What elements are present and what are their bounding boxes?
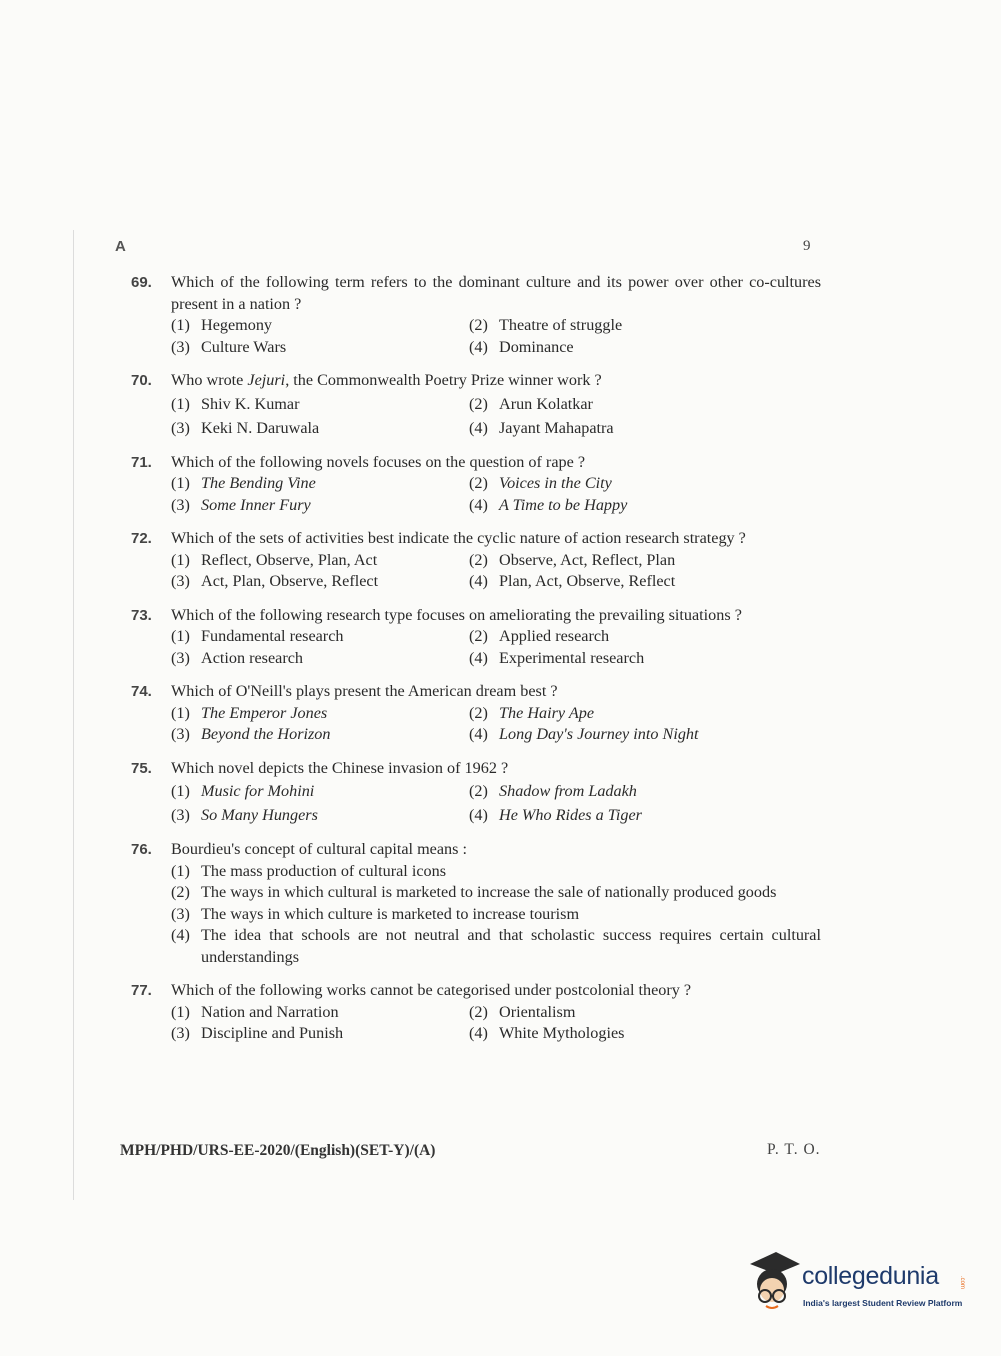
option-text: Long Day's Journey into Night [499, 725, 699, 743]
option-number: (4) [469, 806, 488, 824]
option-text: The Bending Vine [201, 474, 316, 492]
question-number: 70. [131, 372, 152, 389]
brand-dotcom: .com [959, 1276, 965, 1290]
option-number: (2) [469, 782, 488, 800]
option-2 [469, 392, 821, 416]
option-text: Culture Wars [201, 337, 287, 356]
option-number: (1) [171, 782, 190, 800]
option-text: Action research [201, 648, 304, 667]
option-text: Hegemony [201, 316, 273, 334]
question-73 [131, 605, 821, 670]
option-1 [171, 315, 469, 337]
pto-label: P. T. O. [767, 1141, 821, 1158]
option-text: Voices in the City [499, 474, 612, 492]
option-number: (2) [469, 474, 488, 492]
option-1 [171, 550, 469, 572]
option-3 [171, 571, 469, 593]
option-text: Dominance [499, 337, 574, 356]
question-text: Which of the following works cannot be categorised under postcolonial theory ? [171, 981, 692, 999]
page-margin-rule [73, 230, 74, 1200]
option-text: Plan, Act, Observe, Reflect [499, 572, 676, 590]
question-text: Which of the sets of activities best indicate the cyclic nature of action research strategy ? [171, 529, 746, 547]
option-1 [171, 861, 821, 883]
option-2 [469, 315, 821, 337]
option-1 [171, 473, 469, 495]
option-4 [171, 925, 821, 968]
question-74 [131, 681, 821, 746]
option-text: Shadow from Ladakh [499, 782, 637, 800]
option-number: (2) [469, 627, 488, 645]
option-text: Fundamental research [201, 627, 344, 645]
option-3 [171, 495, 469, 517]
option-number: (2) [469, 316, 488, 334]
option-number: (3) [171, 495, 190, 514]
option-number: (4) [469, 337, 488, 356]
option-number: (3) [171, 725, 190, 743]
option-2 [469, 1002, 821, 1024]
option-number: (1) [171, 474, 190, 492]
option-3 [171, 724, 469, 746]
option-text: Reflect, Observe, Plan, Act [201, 550, 378, 569]
option-number: (1) [171, 627, 190, 645]
option-text: Some Inner Fury [201, 495, 311, 514]
option-number: (3) [171, 418, 190, 437]
option-4 [469, 724, 821, 746]
work-title: Jejuri [247, 371, 286, 389]
option-text: Jayant Mahapatra [499, 418, 614, 437]
option-2 [469, 703, 821, 725]
option-text: The Hairy Ape [499, 703, 595, 722]
question-70 [131, 370, 821, 440]
option-4 [469, 648, 821, 670]
option-text: Music for Mohini [201, 782, 315, 800]
brand-name: collegedunia [802, 1262, 939, 1290]
option-text: Keki N. Daruwala [201, 418, 320, 437]
question-number: 77. [131, 982, 152, 999]
option-3 [171, 416, 469, 440]
option-number: (3) [171, 806, 190, 824]
option-text: A Time to be Happy [499, 495, 628, 514]
option-number: (4) [469, 1024, 488, 1042]
paper-code: MPH/PHD/URS-EE-2020/(English)(SET-Y)/(A) [120, 1142, 436, 1159]
option-2 [469, 550, 821, 572]
question-71 [131, 452, 821, 517]
mascot-icon [742, 1250, 804, 1320]
option-number: (1) [171, 1002, 190, 1021]
option-2 [171, 882, 821, 904]
question-text: Which of the following research type focuses on ameliorating the prevailing situations ? [171, 605, 742, 624]
question-list [131, 272, 821, 1057]
collegedunia-watermark [742, 1250, 972, 1320]
option-text: Arun Kolatkar [499, 394, 593, 413]
option-2 [469, 779, 821, 803]
question-number: 71. [131, 453, 152, 471]
option-number: (1) [171, 394, 190, 413]
option-text: Orientalism [499, 1002, 576, 1021]
question-number: 73. [131, 606, 152, 624]
option-number: (1) [171, 703, 190, 722]
option-4 [469, 416, 821, 440]
option-text: Observe, Act, Reflect, Plan [499, 550, 676, 569]
option-1 [171, 392, 469, 416]
option-number: (2) [171, 883, 190, 901]
option-number: (3) [171, 1024, 190, 1042]
option-text: Act, Plan, Observe, Reflect [201, 572, 379, 590]
option-4 [469, 337, 821, 359]
option-1 [171, 1002, 469, 1024]
option-text: The idea that schools are not neutral and that scholastic success requires certain cultural understandings [201, 926, 821, 966]
question-text: Which novel depicts the Chinese invasion of 1962 ? [171, 758, 509, 777]
question-text: Which of the following term refers to the dominant culture and its power over other co-cultures present in a nation ? [171, 273, 821, 313]
option-text: White Mythologies [499, 1024, 625, 1042]
option-text: The Emperor Jones [201, 703, 328, 722]
option-3 [171, 1023, 469, 1045]
option-3 [171, 803, 469, 827]
option-text: Discipline and Punish [201, 1024, 344, 1042]
brand-tagline: India's largest Student Review Platform [803, 1298, 963, 1308]
question-77 [131, 980, 821, 1045]
question-69 [131, 272, 821, 358]
option-number: (3) [171, 337, 190, 356]
option-text: Beyond the Horizon [201, 725, 331, 743]
page-number: 9 [803, 238, 811, 254]
option-number: (2) [469, 703, 488, 722]
option-1 [171, 626, 469, 648]
question-text: Which of the following novels focuses on the question of rape ? [171, 452, 586, 471]
option-text: The mass production of cultural icons [201, 861, 447, 880]
option-text: Applied research [499, 627, 610, 645]
question-text: Which of O'Neill's plays present the American dream best ? [171, 682, 558, 700]
question-number: 72. [131, 530, 152, 547]
option-number: (4) [469, 648, 488, 667]
set-label: A [115, 238, 126, 255]
option-4 [469, 571, 821, 593]
option-text: Shiv K. Kumar [201, 394, 300, 413]
option-number: (4) [469, 572, 488, 590]
option-number: (4) [171, 926, 190, 944]
option-text: Experimental research [499, 648, 645, 667]
option-number: (2) [469, 1002, 488, 1021]
question-text: Bourdieu's concept of cultural capital means : [171, 840, 467, 858]
option-3 [171, 904, 821, 926]
option-number: (3) [171, 648, 190, 667]
option-text: The ways in which culture is marketed to increase tourism [201, 904, 580, 923]
option-2 [469, 473, 821, 495]
option-number: (1) [171, 550, 190, 569]
question-76 [131, 839, 821, 968]
option-number: (4) [469, 495, 488, 514]
option-4 [469, 1023, 821, 1045]
option-number: (1) [171, 316, 190, 334]
option-text: Nation and Narration [201, 1002, 339, 1021]
option-text: He Who Rides a Tiger [499, 806, 642, 824]
option-text: Theatre of struggle [499, 316, 623, 334]
option-number: (2) [469, 394, 488, 413]
option-number: (3) [171, 572, 190, 590]
question-text: Who wrote Jejuri, the Commonwealth Poetry Prize winner work ? [171, 371, 602, 389]
option-4 [469, 803, 821, 827]
option-1 [171, 779, 469, 803]
option-number: (4) [469, 725, 488, 743]
option-3 [171, 337, 469, 359]
question-75 [131, 758, 821, 828]
option-2 [469, 626, 821, 648]
question-72 [131, 528, 821, 593]
option-4 [469, 495, 821, 517]
option-number: (3) [171, 904, 190, 923]
option-1 [171, 703, 469, 725]
option-number: (1) [171, 861, 190, 880]
option-number: (4) [469, 418, 488, 437]
option-text: The ways in which cultural is marketed to increase the sale of nationally produced goods [201, 883, 777, 901]
question-number: 69. [131, 274, 152, 291]
question-number: 76. [131, 841, 152, 858]
option-number: (2) [469, 550, 488, 569]
question-number: 74. [131, 683, 152, 700]
option-3 [171, 648, 469, 670]
option-text: So Many Hungers [201, 806, 318, 824]
question-number: 75. [131, 759, 152, 777]
